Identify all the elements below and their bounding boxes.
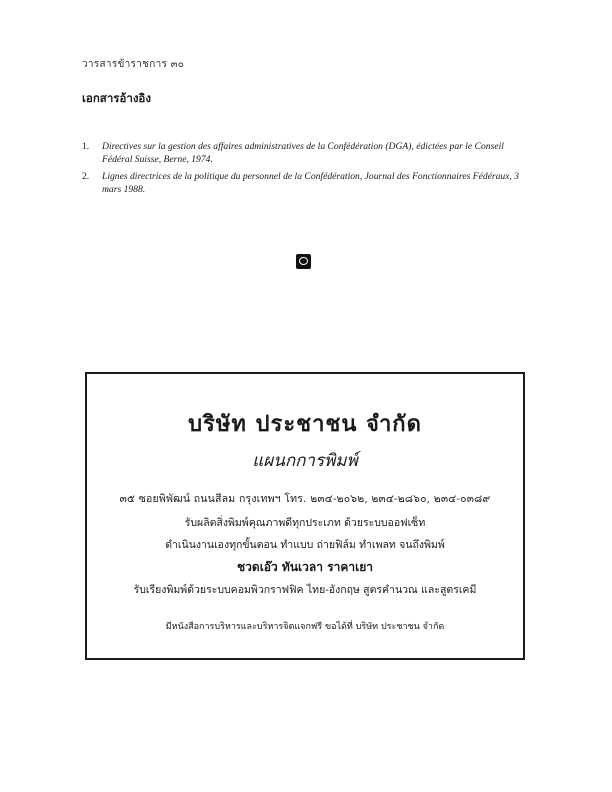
reference-number: 2. (82, 171, 90, 182)
reference-text: Directives sur la gestion des affaires administratives de la Confédération (DGA), édictées par le Conseil Fédéral Suisse, Berne, 1974. (102, 141, 504, 165)
company-address: ๓๕ ซอยพิพัฒน์ ถนนสีลม กรุงเทพฯ โทร. ๒๓๔-๒๐๖๒, ๒๓๔-๒๘๖๐, ๒๓๔-๐๓๘๙ (119, 493, 491, 505)
service-line: รับผลิตสิ่งพิมพ์คุณภาพดีทุกประเภท ด้วยระบบออฟเซ็ท (184, 517, 426, 529)
reference-list (82, 140, 532, 200)
emblem-icon (296, 254, 311, 269)
section-title: เอกสารอ้างอิง (82, 91, 151, 105)
slogan: ชวดเอ๊ว ทันเวลา ราคาเยา (237, 560, 373, 574)
service-line: รับเรียงพิมพ์ด้วยระบบคอมพิวกราฟฟิค ไทย-อังกฤษ สูตรคำนวณ และสูตรเคมี (133, 584, 477, 596)
department-name: แผนกการพิมพ์ (252, 451, 358, 471)
company-name: บริษัท ประชาชน จำกัด (188, 411, 422, 437)
reference-text: Lignes directrices de la politique du personnel de la Confédération, Journal des Fonctionnaires Fédéraux, 3 mars 1988. (102, 171, 520, 195)
reference-item (82, 170, 532, 196)
reference-number: 1. (82, 141, 90, 152)
free-booklet-note: มีหนังสือการบริหารและบริหารจิตแจกฟรี ขอได้ที่ บริษัท ประชาชน จำกัด (165, 622, 445, 632)
running-head: วารสารข้าราชการ ๓๐ (82, 59, 185, 70)
service-line: ดำเนินงานเองทุกขั้นตอน ทำแบบ ถ่ายฟิล์ม ทำเพลท จนถึงพิมพ์ (165, 539, 445, 551)
advertisement-box (85, 372, 525, 660)
reference-item (82, 140, 532, 166)
